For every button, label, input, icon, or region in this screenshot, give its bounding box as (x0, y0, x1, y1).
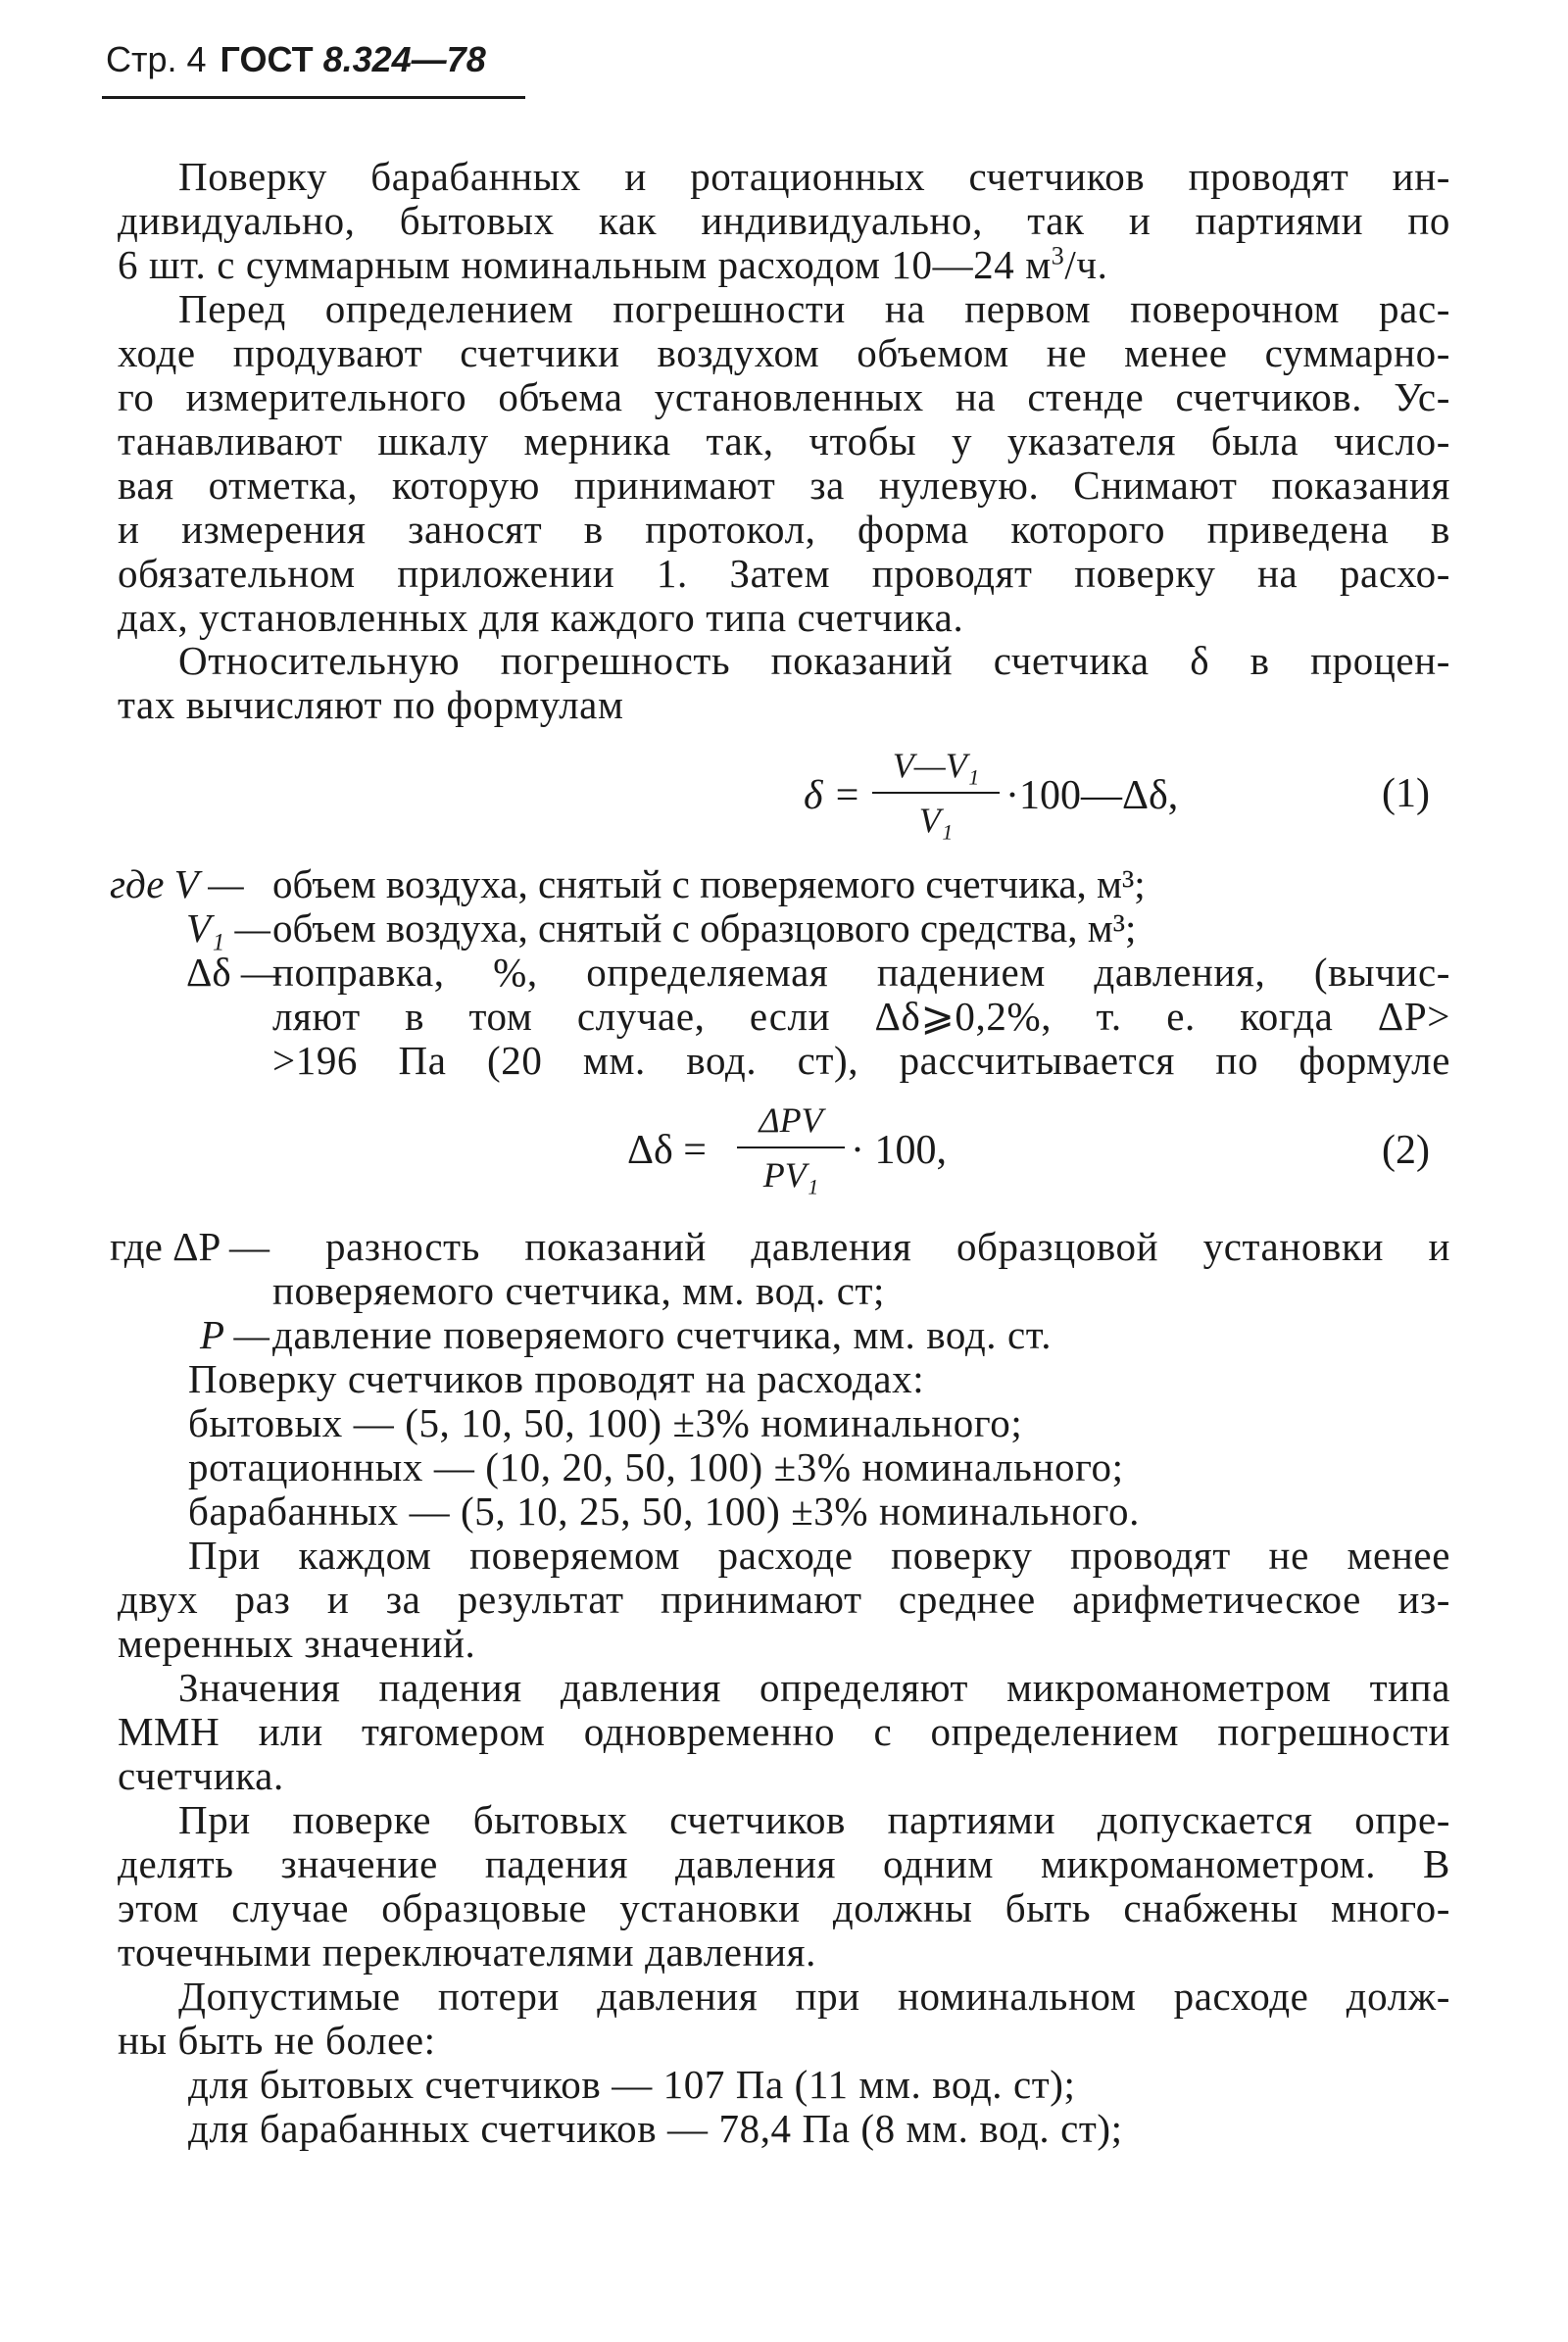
text-line: Значения падения давления определяют микроманометром типа (178, 1665, 1450, 1710)
text-line: го измерительного объема установленных на стенде счетчиков. Ус- (118, 374, 1450, 419)
legend-symbol: V₁ — (186, 905, 271, 951)
text-line: этом случае образцовые установки должны быть снабжены много- (118, 1885, 1450, 1930)
legend-symbol: Δδ — (186, 950, 281, 995)
formula-2-lhs: Δδ = (627, 1128, 707, 1173)
page-label: Стр. 4 (106, 39, 207, 79)
text-line: ходе продувают счетчики воздухом объемом не менее суммарно- (118, 330, 1450, 375)
legend-continuation: >196 Па (20 мм. вод. ст), рассчитывается по формуле (272, 1038, 1450, 1083)
legend-line (200, 1313, 270, 1356)
text-line: счетчика. (118, 1753, 284, 1798)
legend-text: давление поверяемого счетчика, мм. вод. ст. (272, 1312, 1053, 1357)
list-item: бытовых — (5, 10, 50, 100) ±3% номинального; (188, 1400, 1023, 1445)
legend-line (186, 951, 281, 994)
legend-symbol: где V — (110, 861, 244, 906)
standard-name: ГОСТ (220, 39, 314, 79)
list-item: барабанных — (5, 10, 25, 50, 100) ±3% номинального. (188, 1488, 1140, 1534)
legend-text: разность показаний давления образцовой установки и (325, 1224, 1450, 1269)
equation-number-2: (2) (1382, 1128, 1430, 1173)
page-header (106, 39, 486, 94)
legend-line (110, 862, 244, 905)
formula-1-denominator: V₁ (918, 801, 954, 840)
formula-1 (0, 745, 1568, 853)
text-line: Поверку барабанных и ротационных счетчиков проводят ин- (178, 154, 1450, 199)
legend-line (186, 906, 270, 950)
standard-number: 8.324—78 (322, 39, 486, 79)
legend-line (110, 1225, 270, 1268)
legend-continuation: поверяемого счетчика, мм. вод. ст; (272, 1268, 886, 1313)
list-item: для барабанных счетчиков — 78,4 Па (8 мм. вод. ст); (188, 2106, 1123, 2151)
legend-symbol: где ΔP — (110, 1224, 270, 1269)
legend-text: поправка, %, определяемая падением давления, (вычис- (272, 950, 1450, 995)
formula-1-lhs: δ = (804, 773, 861, 818)
formula-2-numerator: ΔPV (759, 1100, 823, 1140)
text-line: тах вычисляют по формулам (118, 682, 624, 727)
text-line: обязательном приложении 1. Затем проводят поверку на расхо- (118, 551, 1450, 596)
formula-2-fraction-bar (737, 1147, 845, 1148)
header-rule (102, 96, 525, 99)
formula-1-fraction-bar (872, 792, 1000, 794)
text-line: При каждом поверяемом расходе поверку проводят не менее (188, 1533, 1450, 1578)
legend-text: объем воздуха, снятый с образцового средства, м³; (272, 905, 1137, 951)
text-line: Допустимые потери давления при номинальном расходе долж- (178, 1974, 1450, 2019)
text-line: Перед определением погрешности на первом поверочном рас- (178, 286, 1450, 331)
formula-2 (0, 1096, 1568, 1203)
text-line: и измерения заносят в протокол, форма которого приведена в (118, 507, 1450, 552)
text-line: меренных значений. (118, 1621, 476, 1666)
text-line: точечными переключателями давления. (118, 1929, 816, 1975)
text-line: ны быть не более: (118, 2018, 436, 2063)
text-line: ММН или тягомером одновременно с определением погрешности (118, 1709, 1450, 1754)
legend-text: объем воздуха, снятый с поверяемого счетчика, м³; (272, 861, 1146, 906)
list-item: ротационных — (10, 20, 50, 100) ±3% номинального; (188, 1444, 1124, 1489)
formula-1-rhs: ·100—Δδ, (1005, 773, 1179, 818)
text-line: двух раз и за результат принимают среднее арифметическое из- (118, 1577, 1450, 1622)
formula-2-denominator: PV₁ (762, 1155, 819, 1195)
legend-continuation: ляют в том случае, если Δδ⩾0,2%, т. е. когда ΔP> (272, 994, 1450, 1039)
text-line: делять значение падения давления одним микроманометром. В (118, 1841, 1450, 1886)
equation-number-1: (1) (1382, 771, 1430, 816)
text-line: 6 шт. с суммарным номинальным расходом 10—24 $м^3/ч$. (118, 241, 1108, 287)
list-item: для бытовых счетчиков — 107 Па (11 мм. вод. ст); (188, 2062, 1076, 2107)
text-line: вая отметка, которую принимают за нулевую. Снимают показания (118, 463, 1450, 508)
text-line: дивидуально, бытовых как индивидуально, так и партиями по (118, 198, 1450, 243)
text-line: При поверке бытовых счетчиков партиями допускается опре- (178, 1797, 1450, 1842)
formula-1-numerator: V—V₁ (892, 746, 980, 785)
text-line: Относительную погрешность показаний счетчика δ в процен- (178, 638, 1450, 683)
rates-intro: Поверку счетчиков проводят на расходах: (188, 1356, 925, 1401)
text-line: танавливают шкалу мерника так, чтобы у указателя была число- (118, 418, 1450, 464)
legend-symbol: P — (200, 1312, 270, 1357)
text-line: дах, установленных для каждого типа счетчика. (118, 595, 964, 640)
formula-2-rhs: · 100, (851, 1128, 947, 1173)
